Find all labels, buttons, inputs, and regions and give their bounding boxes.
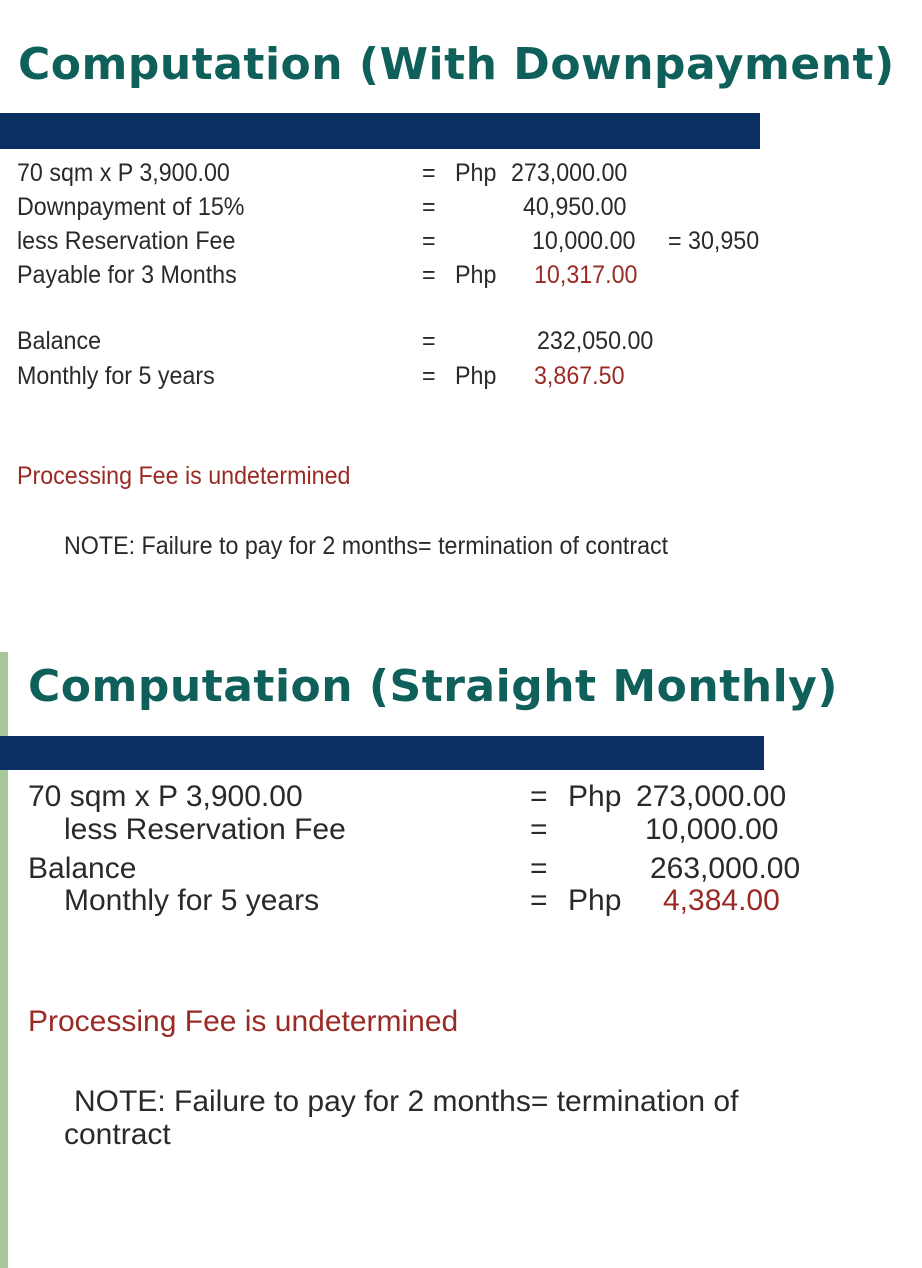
s2-row-value: 4,384.00 xyxy=(663,884,780,917)
s1-note: NOTE: Failure to pay for 2 months= termination of contract xyxy=(64,532,669,560)
s1-row-value: 10,000.00 xyxy=(532,227,636,255)
s1-row-label: less Reservation Fee xyxy=(17,227,236,255)
s1-row-label: Downpayment of 15% xyxy=(17,193,245,221)
s2-row-value: 273,000.00 xyxy=(636,780,787,813)
s2-row-prefix: Php xyxy=(568,780,622,813)
s2-row-label: 70 sqm x P 3,900.00 xyxy=(28,780,303,813)
s2-row-eq: = xyxy=(530,884,548,917)
s2-row-eq: = xyxy=(530,852,548,885)
s1-row-eq: = xyxy=(422,227,436,255)
s1-row-eq: = xyxy=(422,159,436,187)
section1-title-bar xyxy=(0,113,760,149)
s2-row-label: Balance xyxy=(28,852,137,885)
s2-processing-fee: Processing Fee is undetermined xyxy=(28,1005,459,1038)
s1-row-label: 70 sqm x P 3,900.00 xyxy=(17,159,230,187)
s1-row-value: 232,050.00 xyxy=(537,327,654,355)
section2-title: Computation (Straight Monthly) xyxy=(28,661,838,712)
s1-row-value: 40,950.00 xyxy=(523,193,627,221)
s1-row-label: Payable for 3 Months xyxy=(17,261,237,289)
s2-row-label: less Reservation Fee xyxy=(64,813,346,846)
s2-note-line2: contract xyxy=(64,1118,171,1151)
s2-row-prefix: Php xyxy=(568,884,622,917)
s1-row-label: Monthly for 5 years xyxy=(17,362,215,390)
s1-row-eq: = xyxy=(422,193,436,221)
s1-row-value: 3,867.50 xyxy=(534,362,625,390)
s2-row-label: Monthly for 5 years xyxy=(64,884,320,917)
s2-row-eq: = xyxy=(530,813,548,846)
s1-row-prefix: Php xyxy=(455,261,497,289)
section1-title: Computation (With Downpayment) xyxy=(18,39,895,90)
s1-row-prefix: Php xyxy=(455,362,497,390)
s2-row-value: 263,000.00 xyxy=(650,852,801,885)
s1-row-label: Balance xyxy=(17,327,102,355)
s2-note-line1: NOTE: Failure to pay for 2 months= termination of xyxy=(74,1085,739,1118)
s1-row-eq: = xyxy=(422,327,436,355)
s1-row-value: 273,000.00 xyxy=(511,159,628,187)
s1-row-eq: = xyxy=(422,261,436,289)
s2-row-eq: = xyxy=(530,780,548,813)
s1-row-extra: = 30,950 xyxy=(668,227,760,255)
s1-row-value: 10,317.00 xyxy=(534,261,638,289)
section2-title-bar xyxy=(0,736,764,770)
s1-row-eq: = xyxy=(422,362,436,390)
s2-row-value: 10,000.00 xyxy=(645,813,779,846)
s1-row-prefix: Php xyxy=(455,159,497,187)
s1-processing-fee: Processing Fee is undetermined xyxy=(17,462,351,490)
